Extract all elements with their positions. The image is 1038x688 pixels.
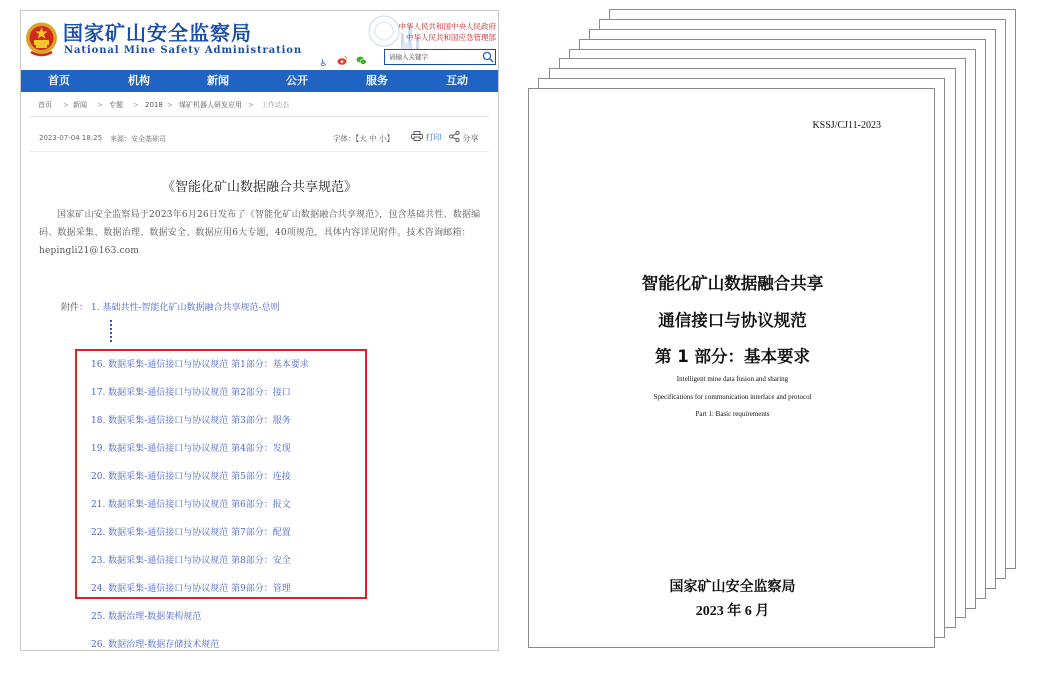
attachment-link-26[interactable]: 26. 数据治理-数据存储技术规范	[91, 640, 220, 650]
document-title-line-2: 通信接口与协议规范	[658, 311, 807, 330]
document-date: 2023 年 6 月	[695, 604, 770, 619]
breadcrumb-robot-topic[interactable]: 煤矿机器人研发应用	[179, 101, 242, 109]
meta-divider	[29, 151, 489, 152]
attachment-link-16[interactable]: 16. 数据采集-通信接口与协议规范 第1部分：基本要求	[91, 360, 309, 370]
print-icon	[411, 131, 423, 141]
publish-date: 2023-07-04 18:25	[39, 134, 103, 142]
breadcrumb-home[interactable]: 首页	[38, 101, 52, 109]
breadcrumb-news[interactable]: 新闻	[73, 101, 87, 109]
breadcrumb-separator: >	[97, 101, 103, 109]
document-cover	[528, 88, 935, 648]
breadcrumb-divider	[29, 116, 489, 117]
attachment-link-17[interactable]: 17. 数据采集-通信接口与协议规范 第2部分：接口	[91, 388, 291, 398]
font-size-control[interactable]: 字体：【大 中 小】	[333, 134, 395, 143]
attachment-link-18[interactable]: 18. 数据采集-通信接口与协议规范 第3部分：服务	[91, 416, 291, 426]
gov-link-central[interactable]: 中华人民共和国中央人民政府	[398, 22, 496, 31]
site-header	[21, 11, 498, 69]
attachment-label: 附件：	[61, 303, 89, 313]
search-input[interactable]	[389, 50, 477, 64]
gov-link-emergency[interactable]: 中华人民共和国应急管理部	[406, 33, 496, 42]
article-source: 来源：安全基础司	[110, 135, 166, 143]
site-name-cn: 国家矿山安全监察局	[63, 21, 252, 45]
document-english-line-3: Part 1: Basic requirements	[695, 410, 770, 418]
highlight-box	[75, 349, 367, 599]
document-english-line-2: Specifications for communication interface and protocol	[653, 393, 812, 401]
nav-interaction[interactable]: 互动	[446, 74, 468, 87]
breadcrumb-current: 工作动态	[261, 101, 289, 109]
attachment-link-23[interactable]: 23. 数据采集-通信接口与协议规范 第8部分：安全	[91, 556, 291, 566]
breadcrumb-separator: >	[248, 101, 254, 109]
breadcrumb	[21, 97, 498, 113]
header-tools	[318, 51, 370, 70]
breadcrumb-topic[interactable]: 专题	[109, 101, 123, 109]
ellipsis-vertical-icon	[110, 320, 114, 342]
share-icon	[449, 131, 460, 142]
attachment-link-19[interactable]: 19. 数据采集-通信接口与协议规范 第4部分：发现	[91, 444, 291, 454]
document-code: KSSJ/CJ11-2023	[812, 120, 881, 131]
website-screenshot	[20, 10, 499, 651]
weibo-icon[interactable]	[337, 55, 348, 66]
attachment-link-22[interactable]: 22. 数据采集-通信接口与协议规范 第7部分：配置	[91, 528, 291, 538]
accessibility-icon[interactable]: ♿	[319, 59, 328, 69]
gov-links	[399, 21, 497, 43]
nav-public[interactable]: 公开	[286, 74, 308, 87]
document-title-line-1: 智能化矿山数据融合共享	[641, 274, 824, 293]
share-button[interactable]	[449, 131, 479, 144]
attachment-link-24[interactable]: 24. 数据采集-通信接口与协议规范 第9部分：管理	[91, 584, 291, 594]
wechat-icon[interactable]	[356, 55, 367, 66]
search-icon[interactable]	[482, 51, 494, 63]
article-body: 国家矿山安全监察局于2023年6月26日发布了《智能化矿山数据融合共享规范》，包含基础共性、数据编码、数据采集、数据治理、数据安全、数据应用6大专题，40项规范，具体内容详见附件。技术咨询邮箱：hepingli21@163.com	[39, 210, 481, 256]
share-label: 分享	[462, 134, 479, 143]
attachment-link-1[interactable]: 1. 基础共性-智能化矿山数据融合共享规范-总则	[91, 303, 280, 313]
document-english-line-1: Intelligent mine data fusion and sharing	[676, 375, 789, 383]
attachment-link-25[interactable]: 25. 数据治理-数据架构规范	[91, 612, 202, 622]
search-box[interactable]	[384, 49, 496, 65]
breadcrumb-separator: >	[133, 101, 139, 109]
document-issuer: 国家矿山安全监察局	[669, 579, 796, 595]
breadcrumb-separator: >	[63, 101, 69, 109]
nav-news[interactable]: 新闻	[207, 74, 229, 87]
breadcrumb-year[interactable]: 2018	[145, 101, 163, 109]
main-nav	[21, 70, 498, 92]
article-title: 《智能化矿山数据融合共享规范》	[161, 180, 357, 195]
attachment-link-21[interactable]: 21. 数据采集-通信接口与协议规范 第6部分：报文	[91, 500, 291, 510]
print-button[interactable]	[411, 131, 442, 143]
nav-organization[interactable]: 机构	[128, 74, 150, 87]
site-name-en: National Mine Safety Administration	[64, 45, 303, 56]
national-emblem-icon	[25, 21, 58, 57]
nav-home[interactable]: 首页	[48, 74, 70, 87]
nav-service[interactable]: 服务	[366, 74, 388, 87]
attachment-link-20[interactable]: 20. 数据采集-通信接口与协议规范 第5部分：连接	[91, 472, 291, 482]
document-title-line-3: 第 1 部分：基本要求	[655, 347, 810, 366]
print-label: 打印	[425, 133, 442, 142]
breadcrumb-separator: >	[167, 101, 173, 109]
